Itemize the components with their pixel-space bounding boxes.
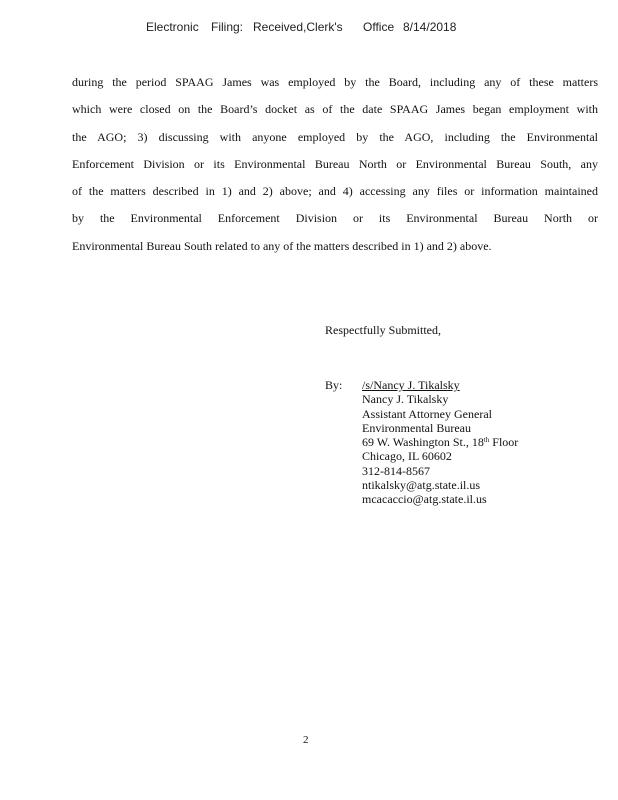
body-line-4: Enforcement Division or its Environmental Bureau North or Environmental Bureau South, any <box>72 156 598 171</box>
floor-word: Floor <box>492 435 519 450</box>
header-word-office: Office <box>363 20 395 34</box>
floor-ordinal-suffix: th <box>483 436 490 445</box>
body-line-5: of the matters described in 1) and 2) above; and 4) accessing any files or information maintained <box>72 184 598 199</box>
body-line-1: during the period SPAAG James was employed by the Board, including any of these matters <box>72 75 598 89</box>
body-line-7: Environmental Bureau South related to any of the matters described in 1) and 2) above. <box>72 238 492 253</box>
street-address <box>362 435 518 449</box>
email-address-2: mcacaccio@atg.state.il.us <box>362 492 487 507</box>
header-word-electronic: Electronic <box>146 20 199 34</box>
body-line-6: by the Environmental Enforcement Division or its Environmental Bureau North or <box>72 211 598 226</box>
electronic-signature: /s/Nancy J. Tikalsky <box>362 378 460 392</box>
body-line-3: the AGO; 3) discussing with anyone employed by the AGO, including the Environmental <box>72 129 598 144</box>
page-number: 2 <box>303 734 309 746</box>
header-word-filing: Filing: <box>211 20 244 34</box>
closing-phrase: Respectfully Submitted, <box>325 323 441 337</box>
email-address-1: ntikalsky@atg.state.il.us <box>362 478 481 493</box>
attorney-name: Nancy J. Tikalsky <box>362 392 449 407</box>
bureau-name: Environmental Bureau <box>362 420 471 435</box>
header-word-date: 8/14/2018 <box>403 20 457 34</box>
body-paragraph <box>72 69 598 260</box>
city-state-zip: Chicago, IL 60602 <box>362 449 452 464</box>
body-line-2: which were closed on the Board’s docket as of the date SPAAG James began employment with <box>72 102 598 117</box>
header-word-received: Received,Clerk's <box>253 20 343 34</box>
by-label: By: <box>325 378 343 392</box>
street-address-text: 69 W. Washington St., 18 <box>362 435 484 450</box>
attorney-title: Assistant Attorney General <box>362 406 492 421</box>
phone-number: 312-814-8567 <box>362 463 430 478</box>
